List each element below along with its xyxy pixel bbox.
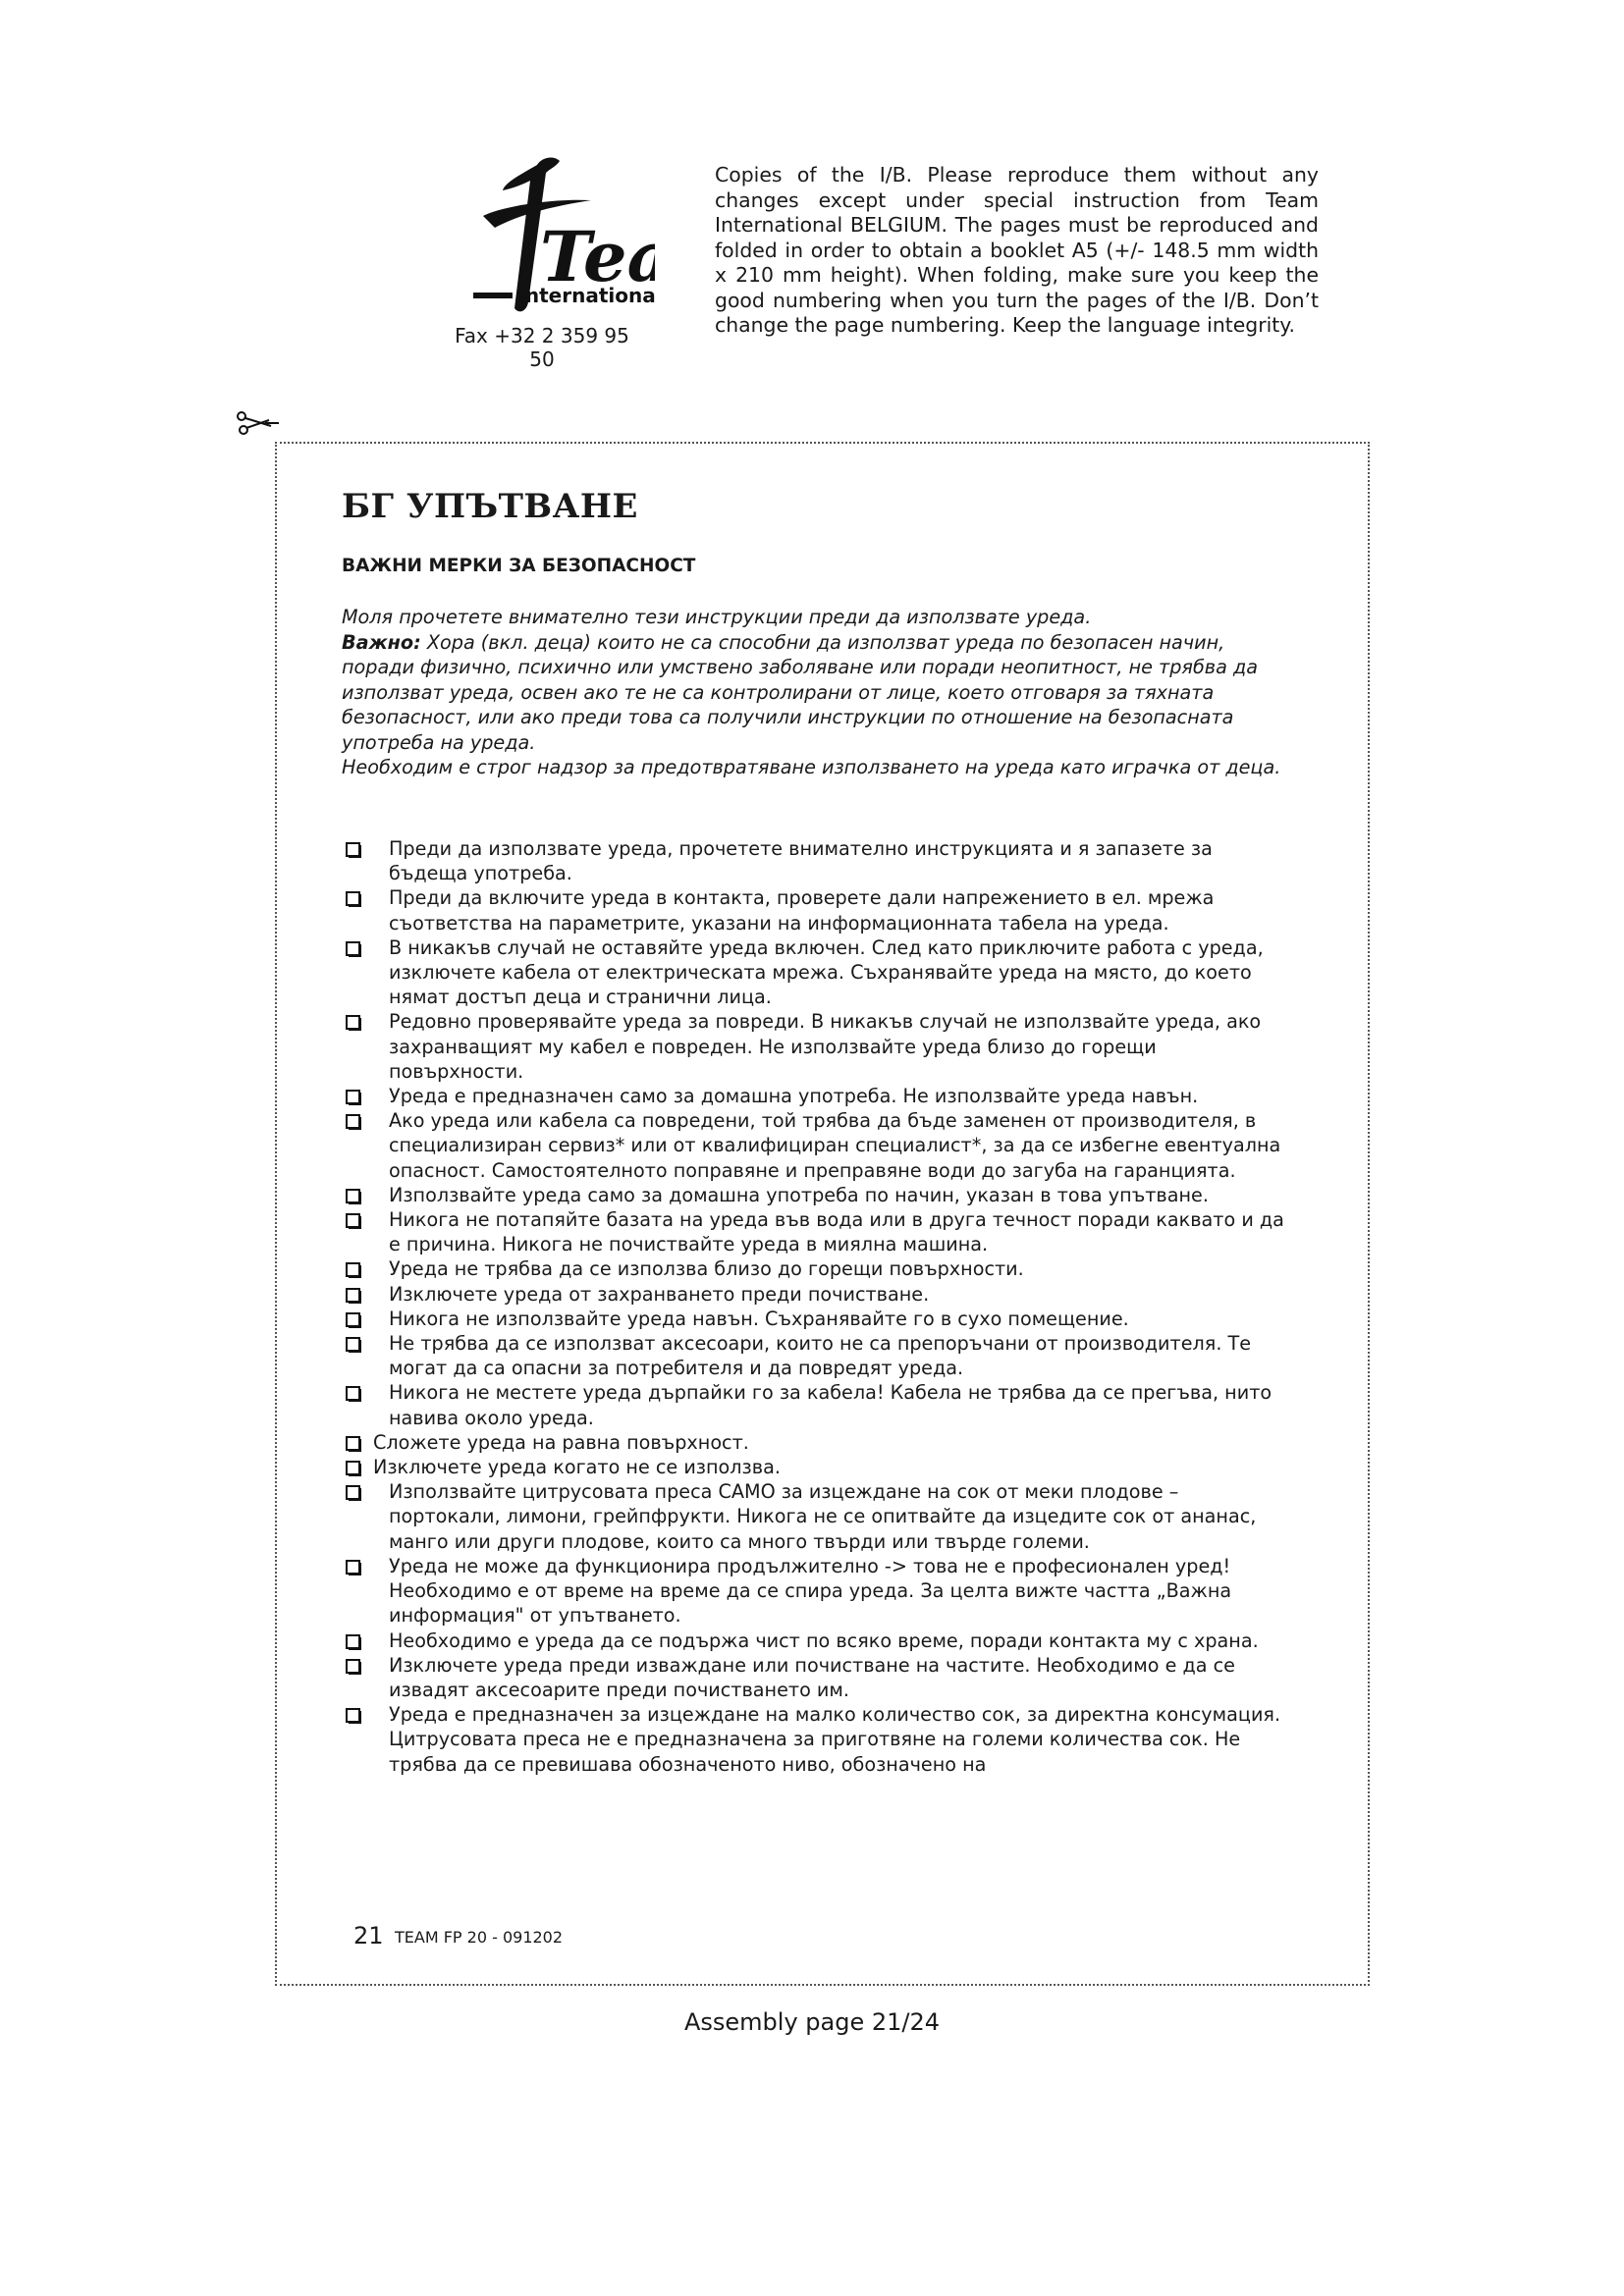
list-item bbox=[342, 1653, 1284, 1702]
list-item-text: Уреда не трябва да се използва близо до горещи повърхности. bbox=[389, 1257, 1024, 1281]
logo-word: Te bbox=[540, 216, 627, 297]
list-item bbox=[342, 1554, 1284, 1629]
list-item bbox=[342, 1629, 1284, 1653]
list-item bbox=[342, 1282, 1284, 1307]
intro-line: Моля прочетете внимателно тези инструкции преди да използвате уреда. bbox=[342, 606, 1092, 628]
list-item-text: Никога не потапяйте базата на уреда във вода или в друга течност поради каквато и да е причина. Никога не почиствайте уреда в миялна машина. bbox=[389, 1208, 1284, 1256]
list-item-text: Уреда е предназначен за изцеждане на малко количество сок, за директна консумация. Цитрусовата преса не е предназначена за приготвяне на големи количества сок. Не трябва да се превишава обозначеното ниво, обозначено на bbox=[389, 1703, 1281, 1776]
list-item-text: Редовно проверявайте уреда за повреди. В никакъв случай не използвайте уреда, ако захранващият му кабел е повреден. Не използвайте уреда близо до горещи повърхности. bbox=[389, 1010, 1262, 1083]
print-instructions: Copies of the I/B. Please reproduce them without any changes except under special instruction from Team International BELGIUM. The pages must be reproduced and folded in order to obtain a booklet A5 (+/- 148.5 mm width x 210 mm height). When folding, make sure you keep the good numbering when you turn the pages of the I/B. Don’t change the page numbering. Keep the language integrity. bbox=[715, 163, 1319, 337]
checkbox-bullet-icon bbox=[346, 1560, 360, 1575]
checkbox-bullet-icon bbox=[346, 1708, 360, 1723]
checkbox-bullet-icon bbox=[346, 1461, 360, 1475]
footer-page-number: 21 bbox=[353, 1922, 384, 1949]
list-item bbox=[342, 1256, 1284, 1281]
checkbox-bullet-icon bbox=[346, 891, 360, 906]
list-item-text: Изключете уреда преди изваждане или почистване на частите. Необходимо е да се извадят аксесоарите преди почистването им. bbox=[389, 1653, 1235, 1701]
supervision-note: Необходим е строг надзор за предотвратяване използването на уреда като играчка от деца. bbox=[342, 756, 1281, 778]
checkbox-bullet-icon bbox=[346, 842, 360, 857]
checkbox-bullet-icon bbox=[346, 1213, 360, 1228]
safety-list bbox=[342, 836, 1284, 1777]
logo-sub: international bbox=[518, 284, 655, 307]
list-item-text: Уреда е предназначен само за домашна употреба. Не използвайте уреда навън. bbox=[389, 1085, 1199, 1108]
checkbox-bullet-icon bbox=[346, 1189, 360, 1203]
checkbox-bullet-icon bbox=[346, 1634, 360, 1649]
checkbox-bullet-icon bbox=[346, 1288, 360, 1303]
section-title: ВАЖНИ МЕРКИ ЗА БЕЗОПАСНОСТ bbox=[342, 556, 696, 576]
list-item bbox=[342, 935, 1284, 1010]
list-item bbox=[342, 885, 1284, 934]
fax-number: Fax +32 2 359 95 50 bbox=[455, 324, 629, 371]
scissors-icon bbox=[236, 408, 279, 438]
intro-text bbox=[342, 605, 1284, 780]
list-item bbox=[342, 1183, 1284, 1207]
list-item bbox=[342, 1479, 1284, 1554]
checkbox-bullet-icon bbox=[346, 1262, 360, 1277]
checkbox-bullet-icon bbox=[346, 1386, 360, 1401]
checkbox-bullet-icon bbox=[346, 1436, 360, 1451]
team-international-logo bbox=[444, 155, 655, 322]
list-item-text: Преди да включите уреда в контакта, проверете дали напрежението в ел. мрежа съответства на параметрите, указани на информационната табела на уреда. bbox=[389, 886, 1215, 934]
assembly-page-label: Assembly page 21/24 bbox=[683, 2008, 941, 2036]
list-item bbox=[342, 1331, 1284, 1380]
list-item-text: В никакъв случай не оставяйте уреда включен. След като приключите работа с уреда, изключете кабела от електрическата мрежа. Съхранявайте уреда на място, до което нямат достъп деца и странични лица. bbox=[389, 935, 1264, 1009]
list-item-text: Сложете уреда на равна повърхност. bbox=[373, 1430, 749, 1454]
checkbox-bullet-icon bbox=[346, 1312, 360, 1327]
list-item-text: Не трябва да се използват аксесоари, които не са препоръчани от производителя. Те могат да са опасни за потребителя и да повредят уреда. bbox=[389, 1332, 1252, 1380]
list-item bbox=[342, 1108, 1284, 1183]
list-item-text: Необходимо е уреда да се подържа чист по всяко време, поради контакта му с храна. bbox=[389, 1629, 1259, 1652]
checkbox-bullet-icon bbox=[346, 1090, 360, 1104]
list-item bbox=[342, 1307, 1284, 1331]
checkbox-bullet-icon bbox=[346, 1659, 360, 1674]
list-item bbox=[342, 836, 1284, 885]
page-title: БГ УПЪТВАНЕ bbox=[342, 487, 638, 526]
list-item bbox=[342, 1702, 1284, 1777]
important-label: Важно: bbox=[342, 630, 421, 654]
list-item bbox=[342, 1084, 1284, 1108]
checkbox-bullet-icon bbox=[346, 1485, 360, 1500]
footer-model-code: TEAM FP 20 - 091202 bbox=[395, 1928, 564, 1947]
list-item-text: Изключете уреда когато не се използва. bbox=[373, 1456, 781, 1479]
list-item bbox=[342, 1207, 1284, 1256]
important-text: Хора (вкл. деца) които не са способни да използват уреда по безопасен начин, поради физично, психично или умствено заболяване или поради неопитност, не трябва да използват уреда, освен ако те не са контролирани от лице, което отговаря за тяхната безопасност, или ако преди това са получили инструкции по отношение на безопасната употреба на уреда. bbox=[342, 630, 1258, 754]
checkbox-bullet-icon bbox=[346, 941, 360, 956]
list-item-text: Никога не използвайте уреда навън. Съхранявайте го в сухо помещение. bbox=[389, 1307, 1129, 1330]
list-item-text: Уреда не може да функционира продължително -> това не е професионален уред! Необходимо е от време на време да се спира уреда. За целта вижте частта „Важна информация" от упътването. bbox=[389, 1554, 1232, 1628]
list-item-text: Преди да използвате уреда, прочетете внимателно инструкцията и я запазете за бъдеща употреба. bbox=[389, 837, 1213, 885]
list-item-text: Използвайте цитрусовата преса САМО за изцеждане на сок от меки плодове – портокали, лимони, грейпфрукти. Никога не се опитвайте да изцедите сок от ананас, манго или други плодове, които са много твърди или твърде големи. bbox=[389, 1480, 1257, 1553]
checkbox-bullet-icon bbox=[346, 1015, 360, 1030]
list-item bbox=[342, 1009, 1284, 1084]
list-item-text: Никога не местете уреда дърпайки го за кабела! Кабела не трябва да се прегъва, нито навива около уреда. bbox=[389, 1381, 1272, 1429]
list-item bbox=[342, 1380, 1284, 1429]
list-item bbox=[342, 1455, 1284, 1479]
checkbox-bullet-icon bbox=[346, 1337, 360, 1352]
checkbox-bullet-icon bbox=[346, 1114, 360, 1129]
list-item bbox=[342, 1430, 1284, 1455]
list-item-text: Изключете уреда от захранването преди почистване. bbox=[389, 1282, 930, 1306]
list-item-text: Използвайте уреда само за домашна употреба по начин, указан в това упътване. bbox=[389, 1183, 1209, 1206]
important-note bbox=[342, 630, 1284, 756]
list-item-text: Ако уреда или кабела са повредени, той трябва да бъде заменен от производителя, в специализиран сервиз* или от квалифициран специалист*, за да се избегне евентуална опасност. Самостоятелното поправяне и преправяне води до загуба на гаранцията. bbox=[389, 1109, 1281, 1182]
